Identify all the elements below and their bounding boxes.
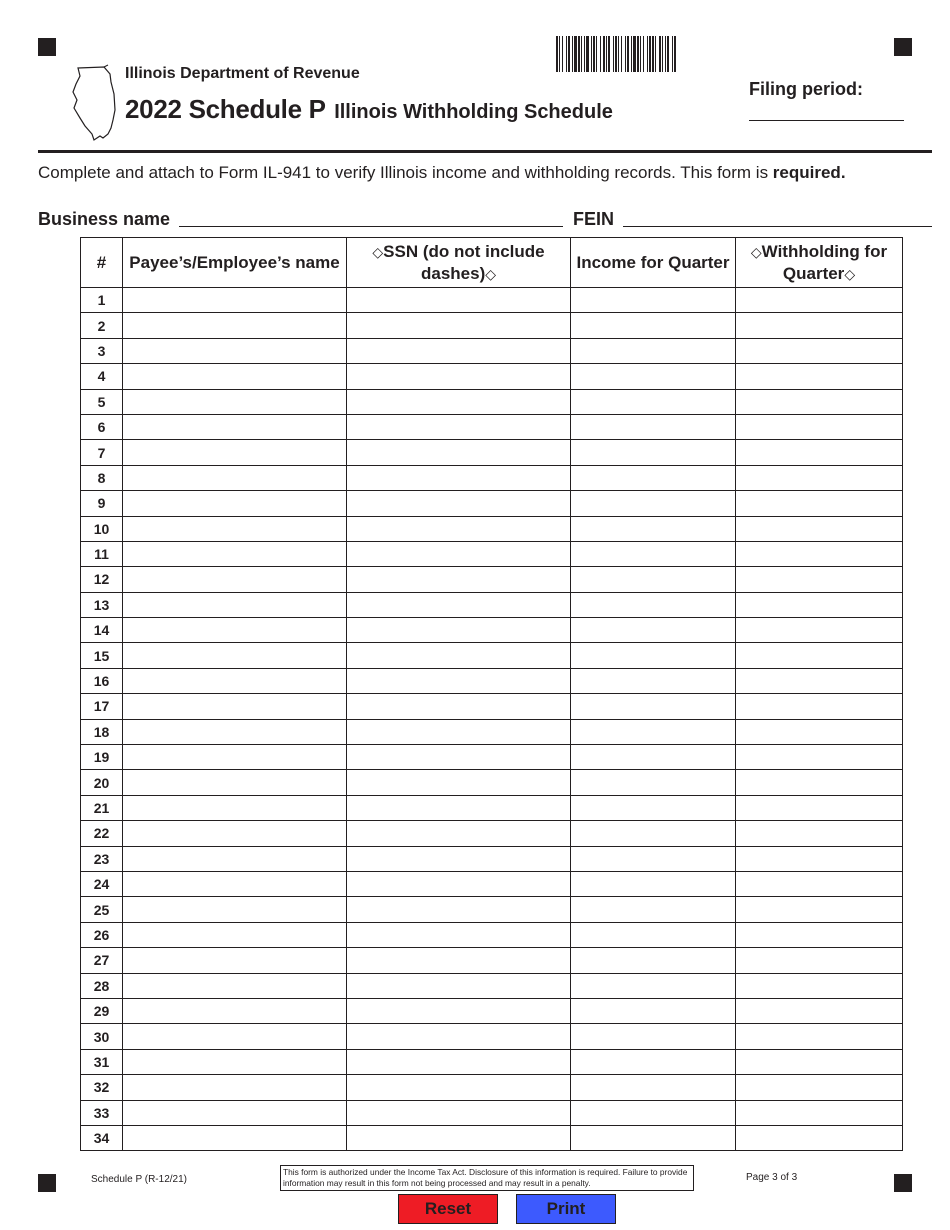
income-cell[interactable]: [571, 745, 736, 770]
withholding-cell[interactable]: [736, 694, 903, 719]
ssn-cell[interactable]: [347, 770, 571, 795]
table-row: [81, 414, 903, 439]
withholding-cell[interactable]: [736, 541, 903, 566]
ssn-cell[interactable]: [347, 414, 571, 439]
payee-name-cell[interactable]: [123, 1049, 347, 1074]
payee-name-cell[interactable]: [123, 491, 347, 516]
table-row: [81, 491, 903, 516]
fein-label: FEIN: [573, 209, 615, 229]
row-number: 17: [81, 694, 123, 719]
table-row: [81, 440, 903, 465]
income-cell[interactable]: [571, 846, 736, 871]
payee-name-cell[interactable]: [123, 592, 347, 617]
row-number: 22: [81, 821, 123, 846]
ssn-cell[interactable]: [347, 948, 571, 973]
table-row: [81, 618, 903, 643]
ssn-cell[interactable]: [347, 465, 571, 490]
table-row: [81, 288, 903, 313]
table-row: [81, 668, 903, 693]
income-cell[interactable]: [571, 364, 736, 389]
ssn-cell[interactable]: [347, 668, 571, 693]
income-cell[interactable]: [571, 516, 736, 541]
income-cell[interactable]: [571, 288, 736, 313]
row-number: 19: [81, 745, 123, 770]
withholding-cell[interactable]: [736, 1024, 903, 1049]
ssn-cell[interactable]: [347, 1024, 571, 1049]
withholding-cell[interactable]: [736, 1125, 903, 1150]
income-cell[interactable]: [571, 998, 736, 1023]
row-number: 34: [81, 1125, 123, 1150]
ssn-cell[interactable]: [347, 288, 571, 313]
table-row: [81, 897, 903, 922]
ssn-cell[interactable]: [347, 643, 571, 668]
row-number: 30: [81, 1024, 123, 1049]
row-number: 10: [81, 516, 123, 541]
registration-mark-bottom-left: [38, 1174, 56, 1192]
form-revision: Schedule P (R-12/21): [91, 1174, 187, 1185]
withholding-cell[interactable]: [736, 567, 903, 592]
table-row: [81, 1125, 903, 1150]
row-number: 8: [81, 465, 123, 490]
payee-name-cell[interactable]: [123, 998, 347, 1023]
table-row: [81, 592, 903, 617]
barcode: [556, 36, 754, 72]
table-row: [81, 313, 903, 338]
withholding-cell[interactable]: [736, 719, 903, 744]
row-number: 2: [81, 313, 123, 338]
department-name: Illinois Department of Revenue: [125, 65, 360, 82]
payee-name-cell[interactable]: [123, 643, 347, 668]
ssn-cell[interactable]: [347, 364, 571, 389]
income-cell[interactable]: [571, 643, 736, 668]
table-row: [81, 338, 903, 363]
withholding-cell[interactable]: [736, 795, 903, 820]
income-cell[interactable]: [571, 1075, 736, 1100]
income-cell[interactable]: [571, 313, 736, 338]
business-name-field[interactable]: [179, 226, 563, 227]
table-row: [81, 948, 903, 973]
column-header-income: Income for Quarter: [571, 238, 736, 288]
payee-name-cell[interactable]: [123, 516, 347, 541]
table-row: [81, 643, 903, 668]
table-row: [81, 795, 903, 820]
income-cell[interactable]: [571, 897, 736, 922]
income-cell[interactable]: [571, 465, 736, 490]
row-number: 28: [81, 973, 123, 998]
row-number: 23: [81, 846, 123, 871]
income-cell[interactable]: [571, 491, 736, 516]
income-cell[interactable]: [571, 922, 736, 947]
payee-name-cell[interactable]: [123, 719, 347, 744]
row-number: 27: [81, 948, 123, 973]
withholding-cell[interactable]: [736, 313, 903, 338]
form-title-main: 2022 Schedule P: [125, 94, 326, 124]
payee-name-cell[interactable]: [123, 414, 347, 439]
table-row: [81, 973, 903, 998]
table-row: [81, 745, 903, 770]
instructions-text: Complete and attach to Form IL-941 to verify Illinois income and withholding records. This form is: [38, 163, 773, 182]
row-number: 1: [81, 288, 123, 313]
table-header-row: [81, 238, 903, 288]
column-header-ssn-label: SSN (do not include dashes): [383, 241, 545, 283]
payee-name-cell[interactable]: [123, 668, 347, 693]
column-header-withholding-label: Withholding for Quarter: [761, 241, 888, 283]
withholding-cell[interactable]: [736, 998, 903, 1023]
income-cell[interactable]: [571, 694, 736, 719]
withholding-cell[interactable]: [736, 618, 903, 643]
row-number: 12: [81, 567, 123, 592]
withholding-cell[interactable]: [736, 414, 903, 439]
ssn-cell[interactable]: [347, 821, 571, 846]
row-number: 15: [81, 643, 123, 668]
table-row: [81, 465, 903, 490]
income-cell[interactable]: [571, 795, 736, 820]
ssn-cell[interactable]: [347, 795, 571, 820]
ssn-cell[interactable]: [347, 694, 571, 719]
payee-name-cell[interactable]: [123, 795, 347, 820]
income-cell[interactable]: [571, 440, 736, 465]
income-cell[interactable]: [571, 592, 736, 617]
withholding-cell[interactable]: [736, 491, 903, 516]
ssn-cell[interactable]: [347, 1075, 571, 1100]
table-row: [81, 1049, 903, 1074]
row-number: 31: [81, 1049, 123, 1074]
ssn-cell[interactable]: [347, 338, 571, 363]
ssn-cell[interactable]: [347, 313, 571, 338]
payee-name-cell[interactable]: [123, 389, 347, 414]
row-number: 3: [81, 338, 123, 363]
table-row: [81, 1100, 903, 1125]
withholding-cell[interactable]: [736, 338, 903, 363]
header-divider: [38, 150, 932, 153]
ssn-cell[interactable]: [347, 745, 571, 770]
ssn-cell[interactable]: [347, 846, 571, 871]
filing-period-label: Filing period:: [749, 79, 863, 99]
registration-mark-top-left: [38, 38, 56, 56]
table-row: [81, 871, 903, 896]
ssn-cell[interactable]: [347, 1125, 571, 1150]
form-title: [125, 94, 613, 125]
withholding-cell[interactable]: [736, 745, 903, 770]
table-row: [81, 389, 903, 414]
table-row: [81, 922, 903, 947]
income-cell[interactable]: [571, 1100, 736, 1125]
ssn-cell[interactable]: [347, 516, 571, 541]
illinois-state-outline-icon: [70, 64, 120, 142]
income-cell[interactable]: [571, 871, 736, 896]
table-row: [81, 694, 903, 719]
income-cell[interactable]: [571, 567, 736, 592]
row-number: 26: [81, 922, 123, 947]
ssn-cell[interactable]: [347, 1100, 571, 1125]
ssn-cell[interactable]: [347, 618, 571, 643]
table-row: [81, 770, 903, 795]
withholding-cell[interactable]: [736, 1075, 903, 1100]
row-number: 11: [81, 541, 123, 566]
payee-name-cell[interactable]: [123, 465, 347, 490]
payee-name-cell[interactable]: [123, 770, 347, 795]
withholding-cell[interactable]: [736, 821, 903, 846]
table-row: [81, 1075, 903, 1100]
income-cell[interactable]: [571, 973, 736, 998]
income-cell[interactable]: [571, 338, 736, 363]
row-number: 14: [81, 618, 123, 643]
withholding-cell[interactable]: [736, 973, 903, 998]
withholding-cell[interactable]: [736, 922, 903, 947]
ssn-cell[interactable]: [347, 973, 571, 998]
payee-name-cell[interactable]: [123, 745, 347, 770]
row-number: 16: [81, 668, 123, 693]
payee-name-cell[interactable]: [123, 1125, 347, 1150]
instructions-emphasis: required.: [772, 163, 846, 182]
diamond-icon: ◇: [485, 265, 497, 282]
table-row: [81, 516, 903, 541]
row-number: 9: [81, 491, 123, 516]
payee-name-cell[interactable]: [123, 1075, 347, 1100]
withholding-cell[interactable]: [736, 440, 903, 465]
income-cell[interactable]: [571, 618, 736, 643]
row-number: 13: [81, 592, 123, 617]
income-cell[interactable]: [571, 1125, 736, 1150]
table-row: [81, 998, 903, 1023]
registration-mark-bottom-right: [894, 1174, 912, 1192]
row-number: 21: [81, 795, 123, 820]
ssn-cell[interactable]: [347, 1049, 571, 1074]
withholding-cell[interactable]: [736, 1100, 903, 1125]
income-cell[interactable]: [571, 389, 736, 414]
payee-name-cell[interactable]: [123, 871, 347, 896]
print-button[interactable]: Print: [516, 1194, 616, 1224]
payee-name-cell[interactable]: [123, 541, 347, 566]
income-cell[interactable]: [571, 668, 736, 693]
column-header-ssn: [347, 238, 571, 288]
filing-period-field[interactable]: [749, 120, 904, 121]
table-row: [81, 567, 903, 592]
diamond-icon: ◇: [750, 243, 762, 260]
table-row: [81, 821, 903, 846]
income-cell[interactable]: [571, 821, 736, 846]
row-number: 5: [81, 389, 123, 414]
instructions: [38, 163, 846, 183]
income-cell[interactable]: [571, 1049, 736, 1074]
diamond-icon: ◇: [844, 265, 856, 282]
income-cell[interactable]: [571, 770, 736, 795]
row-number: 4: [81, 364, 123, 389]
withholding-cell[interactable]: [736, 389, 903, 414]
ssn-cell[interactable]: [347, 897, 571, 922]
row-number: 24: [81, 871, 123, 896]
income-cell[interactable]: [571, 719, 736, 744]
payee-name-cell[interactable]: [123, 567, 347, 592]
column-header-number: #: [81, 238, 123, 288]
row-number: 33: [81, 1100, 123, 1125]
withholding-table: [80, 237, 903, 1151]
row-number: 25: [81, 897, 123, 922]
column-header-payee: Payee’s/Employee’s name: [123, 238, 347, 288]
payee-name-cell[interactable]: [123, 313, 347, 338]
fein-field[interactable]: [623, 226, 932, 227]
income-cell[interactable]: [571, 948, 736, 973]
business-name-label: Business name: [38, 209, 171, 229]
payee-name-cell[interactable]: [123, 288, 347, 313]
withholding-cell[interactable]: [736, 288, 903, 313]
form-subtitle: Illinois Withholding Schedule: [334, 101, 613, 123]
income-cell[interactable]: [571, 414, 736, 439]
row-number: 32: [81, 1075, 123, 1100]
ssn-cell[interactable]: [347, 922, 571, 947]
withholding-cell[interactable]: [736, 897, 903, 922]
withholding-cell[interactable]: [736, 592, 903, 617]
ssn-cell[interactable]: [347, 998, 571, 1023]
column-header-withholding: [736, 238, 903, 288]
payee-name-cell[interactable]: [123, 973, 347, 998]
diamond-icon: ◇: [372, 243, 384, 260]
payee-name-cell[interactable]: [123, 821, 347, 846]
table-row: [81, 541, 903, 566]
ssn-cell[interactable]: [347, 491, 571, 516]
row-number: 20: [81, 770, 123, 795]
withholding-cell[interactable]: [736, 668, 903, 693]
income-cell[interactable]: [571, 541, 736, 566]
ssn-cell[interactable]: [347, 592, 571, 617]
row-number: 29: [81, 998, 123, 1023]
payee-name-cell[interactable]: [123, 922, 347, 947]
ssn-cell[interactable]: [347, 389, 571, 414]
table-row: [81, 1024, 903, 1049]
row-number: 7: [81, 440, 123, 465]
withholding-cell[interactable]: [736, 948, 903, 973]
ssn-cell[interactable]: [347, 541, 571, 566]
page-number: Page 3 of 3: [746, 1172, 798, 1183]
barcode-bar: [676, 36, 677, 72]
ssn-cell[interactable]: [347, 871, 571, 896]
payee-name-cell[interactable]: [123, 440, 347, 465]
disclosure-notice: This form is authorized under the Income Tax Act. Disclosure of this information is required. Failure to provide information may result in this form not being processed and may result in a penalty.: [280, 1165, 694, 1191]
payee-name-cell[interactable]: [123, 948, 347, 973]
payee-name-cell[interactable]: [123, 618, 347, 643]
table-row: [81, 719, 903, 744]
payee-name-cell[interactable]: [123, 846, 347, 871]
withholding-cell[interactable]: [736, 465, 903, 490]
payee-name-cell[interactable]: [123, 897, 347, 922]
withholding-cell[interactable]: [736, 643, 903, 668]
table-row: [81, 364, 903, 389]
ssn-cell[interactable]: [347, 567, 571, 592]
ssn-cell[interactable]: [347, 719, 571, 744]
withholding-cell[interactable]: [736, 516, 903, 541]
payee-name-cell[interactable]: [123, 338, 347, 363]
withholding-cell[interactable]: [736, 364, 903, 389]
withholding-cell[interactable]: [736, 770, 903, 795]
withholding-cell[interactable]: [736, 871, 903, 896]
payee-name-cell[interactable]: [123, 1024, 347, 1049]
payee-name-cell[interactable]: [123, 1100, 347, 1125]
reset-button[interactable]: Reset: [398, 1194, 498, 1224]
row-number: 6: [81, 414, 123, 439]
table-row: [81, 846, 903, 871]
payee-name-cell[interactable]: [123, 694, 347, 719]
income-cell[interactable]: [571, 1024, 736, 1049]
registration-mark-top-right: [894, 38, 912, 56]
ssn-cell[interactable]: [347, 440, 571, 465]
withholding-cell[interactable]: [736, 846, 903, 871]
payee-name-cell[interactable]: [123, 364, 347, 389]
withholding-cell[interactable]: [736, 1049, 903, 1074]
row-number: 18: [81, 719, 123, 744]
